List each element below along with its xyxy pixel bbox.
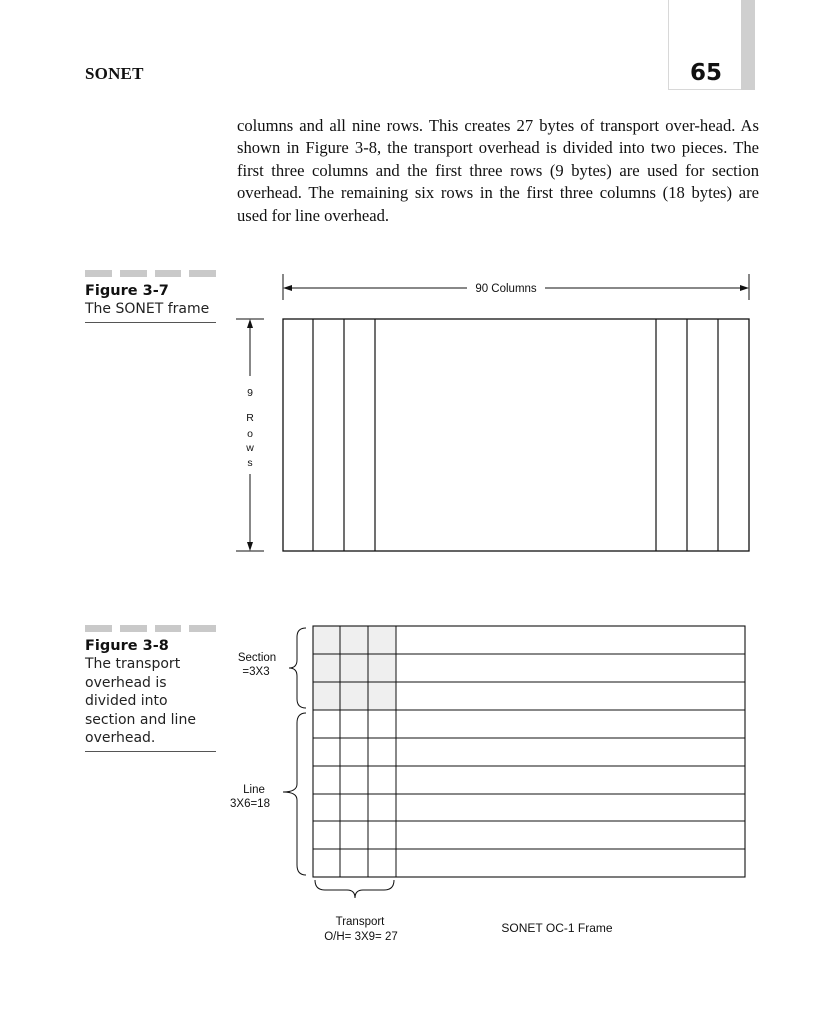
section-overhead-shading: [313, 626, 396, 710]
figure-3-8-title: Figure 3-8: [85, 638, 169, 654]
columns-label: 90 Columns: [475, 283, 537, 295]
figure-3-7-title: Figure 3-7: [85, 283, 169, 299]
rows-label-char: o: [247, 428, 253, 440]
transport-value: O/H= 3X9= 27: [324, 931, 398, 943]
transport-label: Transport: [335, 916, 385, 928]
figure-3-8-caption: The transport overhead is divided into section and line overhead.: [85, 656, 196, 746]
rows-label-char: 9: [247, 387, 253, 399]
line-value: 3X6=18: [230, 798, 270, 810]
section-brace-icon: [289, 628, 306, 708]
oc1-frame-label: SONET OC-1 Frame: [501, 921, 613, 935]
figure-3-7-caption: The SONET frame: [85, 301, 210, 317]
rows-label-char: R: [246, 412, 254, 424]
line-brace-icon: [283, 713, 306, 875]
rows-label-char: w: [246, 442, 254, 454]
page-number: 65: [690, 60, 723, 86]
section-label: Section: [237, 652, 277, 664]
line-label: Line: [243, 784, 265, 796]
transport-brace-icon: [315, 880, 394, 898]
section-value: =3X3: [242, 666, 270, 678]
running-head: SONET: [85, 64, 144, 83]
body-paragraph: columns and all nine rows. This creates 27 bytes of transport over-head. As shown in Figure 3-8, the transport overhead is divided into two pieces. The first three columns and the first three rows (9 bytes) are used for section overhead. The remaining six rows in the first three columns (18 bytes) are used for line overhead.: [237, 116, 759, 225]
rows-label-char: s: [247, 457, 253, 469]
